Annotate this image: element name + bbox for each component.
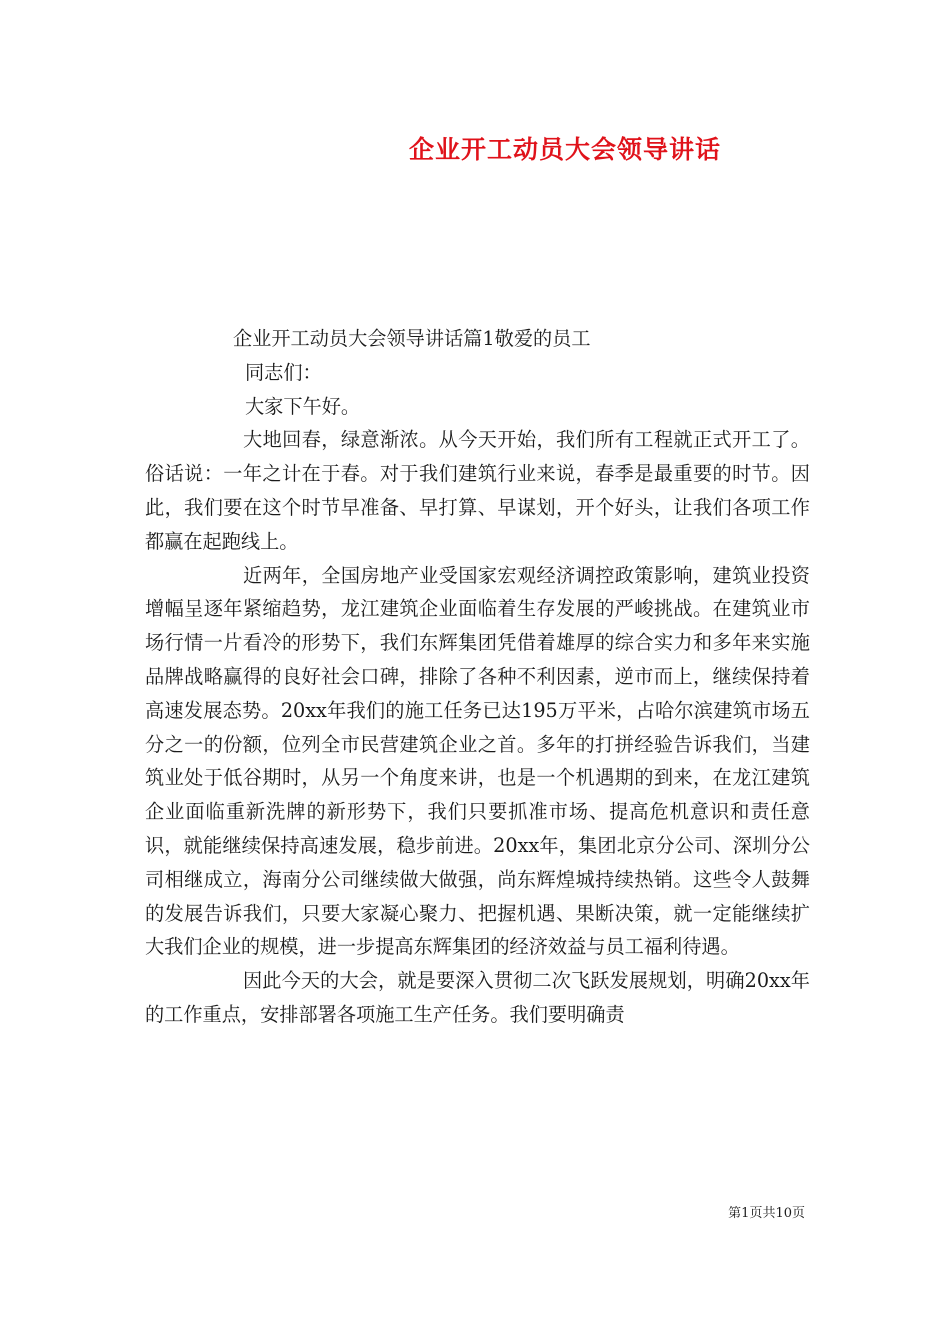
document-body: [145, 322, 810, 1032]
document-title: 企业开工动员大会领导讲话: [408, 135, 721, 164]
paragraph: 大地回春，绿意渐浓。从今天开始，我们所有工程就正式开工了。俗话说：一年之计在于春。对于我们建筑行业来说，春季是最重要的时节。因此，我们要在这个时节早准备、早打算、早谋划，开个好头，让我们各项工作都赢在起跑线上。: [145, 428, 810, 553]
greeting: 大家下午好。: [245, 394, 361, 418]
paragraph: 近两年，全国房地产业受国家宏观经济调控政策影响，建筑业投资增幅呈逐年紧缩趋势，龙江建筑企业面临着生存发展的严峻挑战。在建筑业市场行情一片看冷的形势下，我们东辉集团凭借着雄厚的综合实力和多年来实施品牌战略赢得的良好社会口碑，排除了各种不利因素，逆市而上，继续保持着高速发展态势。20xx年我们的施工任务已达195万平米，占哈尔滨建筑市场五分之一的份额，位列全市民营建筑企业之首。多年的打拼经验告诉我们，当建筑业处于低谷期时，从另一个角度来讲，也是一个机遇期的到来，在龙江建筑企业面临重新洗牌的新形势下，我们只要抓准市场、提高危机意识和责任意识，就能继续保持高速发展，稳步前进。20xx年，集团北京分公司、深圳分公司相继成立，海南分公司继续做大做强，尚东辉煌城持续热销。这些令人鼓舞的发展告诉我们，只要大家凝心聚力、把握机遇、果断决策，就一定能继续扩大我们企业的规模，进一步提高东辉集团的经济效益与员工福利待遇。: [145, 563, 810, 959]
salutation: 同志们：: [245, 360, 322, 384]
subtitle-line: 企业开工动员大会领导讲话篇1敬爱的员工: [233, 327, 591, 350]
paragraph: 因此今天的大会，就是要深入贯彻二次飞跃发展规划，明确20xx年的工作重点，安排部署各项施工生产任务。我们要明确责: [145, 969, 810, 1026]
page-footer: 第1页共10页: [728, 1206, 805, 1221]
